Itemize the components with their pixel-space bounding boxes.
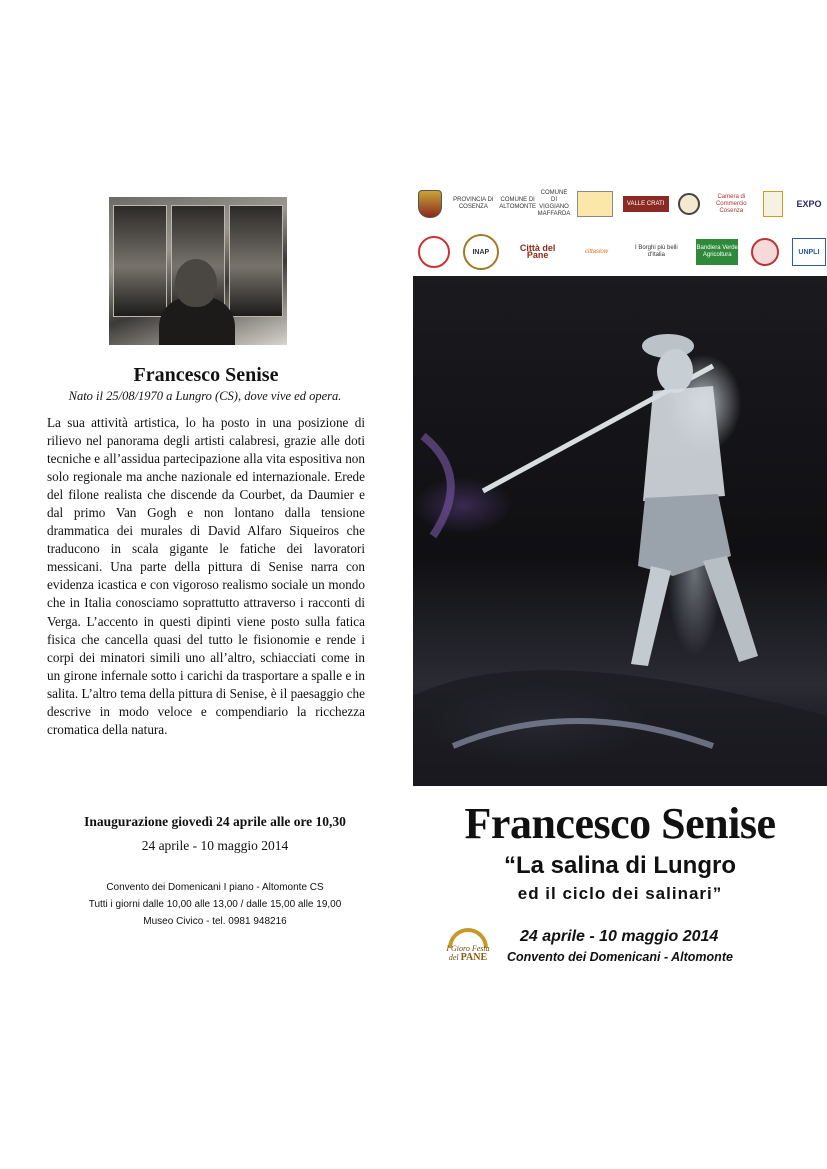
chamber-box-logo [763,191,783,217]
exhibition-subtitle-2: ed il ciclo dei salinari” [517,884,723,903]
venue-address: Convento dei Domenicani I piano - Altomonte CS [106,882,324,893]
portrait-figure-head [175,259,217,307]
borghi-logo [629,245,683,259]
comune-altomonte-text: COMUNE DI ALTOMONTE [499,197,537,210]
provincia-cosenza-logo [451,197,495,211]
regione-calabria-logo [418,190,442,218]
venue-info [40,879,390,930]
sponsor-logos-row-1 [418,187,826,221]
painting-ground [413,670,827,786]
artist-portrait-photo [109,197,287,345]
painting-head [657,349,693,393]
exhibition-dates-right: 24 aprile - 10 maggio 2014 [520,928,719,945]
painting-figure-svg [413,276,827,786]
opening-hours: Tutti i giorni dalle 10,00 alle 13,00 / dalle 15,00 alle 19,00 [88,899,342,910]
circular-emblem-icon [418,236,450,268]
borghi-text: I Borghi più belli d'Italia [635,245,678,258]
bread-logo-line-1: I Gioro Festa [446,944,490,953]
festa-del-pane-logo [440,928,496,966]
citta-del-pane-text: Città del Pane [519,243,556,260]
artist-birth-line: Nato il 25/08/1970 a Lungro (CS), dove vive ed opera. [68,389,342,403]
sponsor-logos-row-2 [418,236,826,268]
palm-icon [577,191,613,217]
valle-crati-text: VALLE CRATI [626,200,665,207]
inauguration-line: Inaugurazione giovedì 24 aprile alle ore 10,30 [84,814,346,829]
salinaro-painting [413,276,827,786]
seal-logo [678,193,700,215]
biography-text: La sua attività artistica, lo ha posto in una posizione di rilievo nel panorama degli artisti calabresi, grazie alle doti tecniche e all’assidua partecipazione alla vita espositiva non solo regionale ma anche nazionale ed internazionale. Erede del filone realista che discende da Courbet, da Daumier e dal primo Van Gogh e non lontano dalla tensione drammatica dei murales di David Alfaro Siqueiros che traducono in scala gigante le fatiche dei lavoratori messicani. Una parte della pittura di Senise narra con evidenza icastica e con vigoroso realismo sociale un mondo che in Italia conosciamo soprattutto attraverso i racconti di Verga. L’accento in questi dipinti viene posto sulla fatica fisica che cancella quasi del tutto le fisionomie e rende i corpi dei minatori simili uno all’altro, schiacciati come in un girone infernale sotto i carichi da trasportare a spalle e in salita. L’altro tema della pittura di Senise, è il paesaggio che descrive in modo veloce e compendiario la ricchezza cromatica della natura. [47,415,365,737]
artist-biography [47,414,365,739]
bread-logo-line-3: PANE [460,952,488,963]
expo-text: EXPO [796,198,822,209]
painting-panel-left [113,205,167,317]
painting-left-leg [631,566,671,666]
inap-text: INAP [472,248,490,256]
valle-crati-logo [623,196,669,212]
artist-name-heading: Francesco Senise [133,364,279,386]
red-circle-icon [751,238,779,266]
red-circle-logo [751,238,779,266]
bread-logo-line-2: del [448,953,459,962]
exhibition-subtitle-1: “La salina di Lungro [503,852,737,879]
expo-logo [792,198,826,209]
citta-del-pane-logo [512,245,564,259]
exhibition-title: Francesco Senise [464,799,776,848]
exhibition-venue-right: Convento dei Domenicani - Altomonte [507,950,733,964]
cittaslow-logo [577,249,617,256]
circular-emblem-logo [418,236,450,268]
museum-phone: Museo Civico - tel. 0981 948216 [143,916,287,927]
chamber-box-icon [763,191,783,217]
festa-del-pane-text [440,944,496,962]
inap-logo [463,234,499,270]
seal-icon [678,193,700,215]
comune-altomonte-logo [499,197,537,211]
cittaslow-text: cittaslow [585,248,609,255]
painting-right-leg [703,556,758,662]
unpli-logo [792,238,826,266]
bandiera-verde-logo [696,239,738,265]
painting-purple-stroke [423,436,451,536]
camera-commercio-text: Camera di Commercio Cosenza [715,193,747,214]
comune-viggiano-text: COMUNE DI VIGGIANO MAFFARDA [537,190,571,217]
camera-commercio-logo [709,194,753,215]
provincia-cosenza-text: PROVINCIA DI COSENZA [453,197,494,210]
bandiera-verde-text: Bandiera Verde Agricoltura [696,245,738,258]
painting-torso [643,386,725,501]
crest-icon [418,190,442,218]
unpli-text: UNPLI [798,248,820,256]
painting-panel-right [229,205,283,317]
palm-logo [577,191,613,217]
exhibition-dates-left: 24 aprile - 10 maggio 2014 [141,838,289,853]
comune-viggiano-logo [537,190,571,218]
